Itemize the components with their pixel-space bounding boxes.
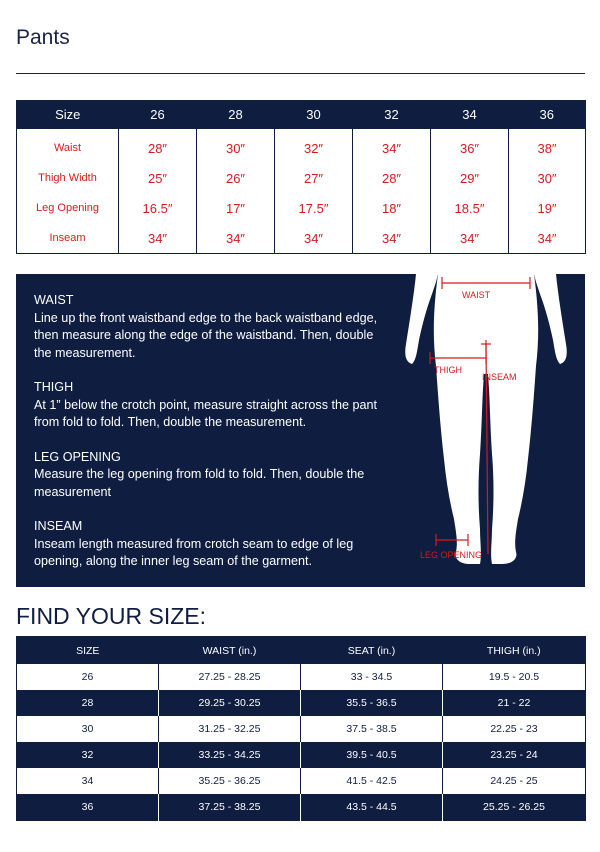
measuring-instructions — [34, 292, 384, 587]
instruction-heading: WAIST — [34, 293, 74, 307]
instruction-leg-opening — [34, 449, 384, 502]
table-cell: 39.5 - 40.5 — [301, 742, 443, 768]
instruction-waist — [34, 292, 384, 362]
table-cell: 31.25 - 32.25 — [159, 716, 301, 742]
table-cell: 30″ — [509, 163, 586, 193]
table-cell: 16.5″ — [119, 193, 197, 223]
measuring-guide-panel — [16, 274, 585, 587]
table-cell: 30 — [17, 716, 159, 742]
table-cell: 34 — [17, 768, 159, 794]
waist-label: WAIST — [462, 290, 491, 300]
table-cell: 37.25 - 38.25 — [159, 794, 301, 821]
instruction-text: Inseam length measured from crotch seam to edge of leg opening, along the inner leg seam of the garment. — [34, 536, 354, 568]
table-cell: 25″ — [119, 163, 197, 193]
row-label: Inseam — [49, 232, 86, 244]
table-cell: 30″ — [197, 129, 275, 163]
table-cell: 34″ — [431, 223, 509, 254]
figure-body-silhouette — [534, 274, 567, 364]
instruction-heading: LEG OPENING — [34, 449, 121, 464]
table-cell: 23.25 - 24 — [443, 742, 586, 768]
table-cell: 19.5 - 20.5 — [443, 664, 586, 690]
table-cell: 34″ — [119, 223, 197, 254]
table-cell: 34″ — [509, 223, 586, 254]
table-row — [17, 794, 586, 821]
instruction-inseam — [34, 518, 384, 571]
table-cell: 34″ — [197, 223, 275, 254]
find-size-header-cell: SEAT (in.) — [301, 637, 443, 665]
table-cell: 33.25 - 34.25 — [159, 742, 301, 768]
table-cell: 21 - 22 — [443, 690, 586, 716]
size-chart-row-leg-opening — [17, 193, 586, 223]
table-cell: 17″ — [197, 193, 275, 223]
row-label: Thigh Width — [38, 172, 97, 184]
size-chart-header-cell: 30 — [275, 100, 353, 129]
table-cell: 17.5″ — [275, 193, 353, 223]
table-cell: 38″ — [509, 129, 586, 163]
table-cell: 28″ — [119, 129, 197, 163]
thigh-label: THIGH — [434, 365, 462, 375]
size-chart-header-cell: 26 — [119, 100, 197, 129]
table-cell: 18.5″ — [431, 193, 509, 223]
size-chart-row-waist — [17, 129, 586, 163]
find-size-header-cell: WAIST (in.) — [159, 637, 301, 665]
body-measurement-figure — [386, 274, 585, 587]
size-chart-header-cell: 36 — [509, 100, 586, 129]
table-cell: 36″ — [431, 129, 509, 163]
find-size-header-row — [17, 637, 586, 665]
table-cell: 35.5 - 36.5 — [301, 690, 443, 716]
leg-opening-label: LEG OPENING — [420, 550, 483, 560]
table-cell: 18″ — [353, 193, 431, 223]
table-cell: 24.25 - 25 — [443, 768, 586, 794]
table-row — [17, 716, 586, 742]
size-chart-header-cell: 28 — [197, 100, 275, 129]
table-row — [17, 742, 586, 768]
inseam-label: INSEAM — [482, 372, 517, 382]
table-cell: 32 — [17, 742, 159, 768]
instruction-text: Measure the leg opening from fold to fold. Then, double the measurement — [34, 467, 365, 499]
table-cell: 26 — [17, 664, 159, 690]
find-size-header-cell: THIGH (in.) — [443, 637, 586, 665]
table-cell: 37.5 - 38.5 — [301, 716, 443, 742]
size-chart-header-row — [17, 100, 586, 129]
table-cell: 27″ — [275, 163, 353, 193]
size-chart-row-inseam — [17, 223, 586, 254]
find-size-header-cell: SIZE — [17, 637, 159, 665]
page-title: Pants — [16, 26, 70, 49]
table-cell: 41.5 - 42.5 — [301, 768, 443, 794]
table-cell: 35.25 - 36.25 — [159, 768, 301, 794]
find-your-size-heading: FIND YOUR SIZE: — [16, 603, 206, 629]
size-chart-row-thigh — [17, 163, 586, 193]
table-cell: 34″ — [353, 223, 431, 254]
table-cell: 26″ — [197, 163, 275, 193]
row-label: Leg Opening — [36, 202, 99, 214]
table-cell: 22.25 - 23 — [443, 716, 586, 742]
table-cell: 27.25 - 28.25 — [159, 664, 301, 690]
table-cell: 29″ — [431, 163, 509, 193]
table-cell: 28″ — [353, 163, 431, 193]
instruction-text: At 1” below the crotch point, measure straight across the pant from fold to fold. Then, double the measurement. — [34, 397, 378, 429]
instruction-heading: THIGH — [34, 380, 74, 394]
table-cell: 32″ — [275, 129, 353, 163]
table-cell: 34″ — [275, 223, 353, 254]
table-cell: 34″ — [353, 129, 431, 163]
table-row — [17, 690, 586, 716]
size-chart-table — [16, 100, 586, 254]
size-chart-header-cell: Size — [17, 100, 119, 129]
size-chart-header-cell: 34 — [431, 100, 509, 129]
instruction-heading: INSEAM — [34, 519, 83, 533]
table-cell: 19″ — [509, 193, 586, 223]
table-cell: 25.25 - 26.25 — [443, 794, 586, 821]
table-cell: 36 — [17, 794, 159, 821]
figure-body-silhouette — [405, 274, 438, 364]
instruction-thigh — [34, 379, 384, 432]
title-divider — [16, 73, 585, 74]
table-cell: 43.5 - 44.5 — [301, 794, 443, 821]
table-cell: 33 - 34.5 — [301, 664, 443, 690]
find-your-size-table — [16, 636, 586, 821]
table-cell: 28 — [17, 690, 159, 716]
instruction-text: Line up the front waistband edge to the back waistband edge, then measure along the edge of the waistband. Then, double the measurement. — [34, 310, 378, 360]
table-cell: 29.25 - 30.25 — [159, 690, 301, 716]
row-label: Waist — [53, 142, 82, 154]
figure-body-silhouette — [434, 274, 538, 564]
size-chart-header-cell: 32 — [353, 100, 431, 129]
table-row — [17, 768, 586, 794]
table-row — [17, 664, 586, 690]
